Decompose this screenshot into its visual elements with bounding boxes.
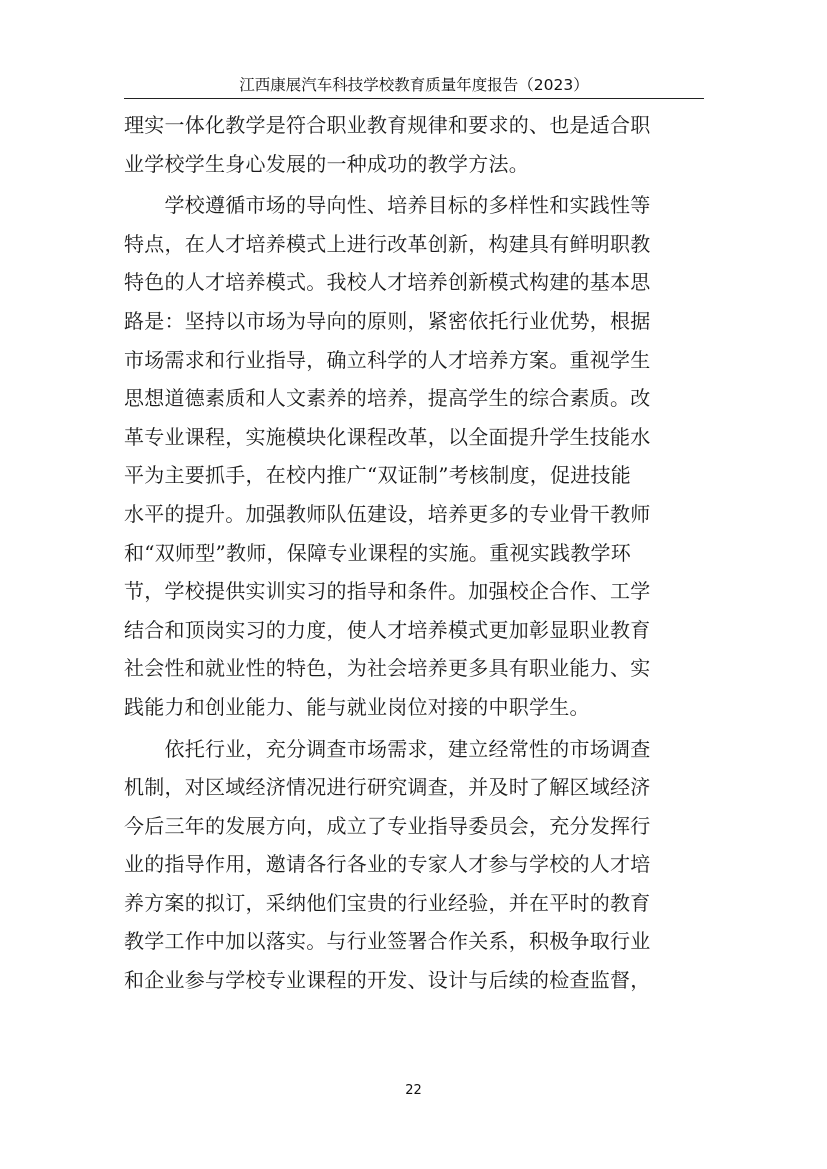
- text-line: 结合和顶岗实习的力度，使人才培养模式更加彰显职业教育: [124, 617, 651, 642]
- text-line: 和企业参与学校专业课程的开发、设计与后续的检查监督，: [124, 968, 651, 993]
- text-line: 今后三年的发展方向，成立了专业指导委员会，充分发挥行: [124, 813, 651, 838]
- report-title: 江西康展汽车科技学校教育质量年度报告（2023）: [239, 76, 589, 94]
- text-line: 节，学校提供实训实习的指导和条件。加强校企合作、工学: [124, 579, 651, 604]
- text-line: 教学工作中加以落实。与行业签署合作关系，积极争取行业: [124, 929, 651, 954]
- text-line: 特色的人才培养模式。我校人才培养创新模式构建的基本思: [124, 270, 651, 295]
- text-line: 市场需求和行业指导，确立科学的人才培养方案。重视学生: [124, 347, 651, 372]
- text-line: 依托行业，充分调查市场需求，建立经常性的市场调查: [124, 736, 651, 761]
- page-number: 22: [405, 1083, 422, 1098]
- document-body: [124, 106, 706, 1000]
- text-line: 养方案的拟订，采纳他们宝贵的行业经验，并在平时的教育: [124, 890, 651, 915]
- text-line: 理实一体化教学是符合职业教育规律和要求的、也是适合职: [124, 113, 651, 137]
- text-line: 社会性和就业性的特色，为社会培养更多具有职业能力、实: [124, 656, 651, 681]
- text-line: 革专业课程，实施模块化课程改革，以全面提升学生技能水: [124, 424, 651, 449]
- text-line: 平为主要抓手，在校内推广“双证制”考核制度，促进技能: [124, 463, 631, 488]
- text-line: 路是：坚持以市场为导向的原则，紧密依托行业优势，根据: [124, 308, 651, 333]
- text-line: 特点，在人才培养模式上进行改革创新，构建具有鲜明职教: [124, 231, 651, 256]
- text-line: 学校遵循市场的导向性、培养目标的多样性和实践性等: [124, 193, 651, 218]
- text-line: 思想道德素质和人文素养的培养，提高学生的综合素质。改: [124, 386, 651, 411]
- text-line: 业的指导作用，邀请各行各业的专家人才参与学校的人才培: [124, 852, 651, 877]
- text-line: 践能力和创业能力、能与就业岗位对接的中职学生。: [124, 694, 590, 719]
- text-line: 和“双师型”教师，保障专业课程的实施。重视实践教学环: [124, 540, 631, 565]
- text-line: 机制，对区域经济情况进行研究调查，并及时了解区域经济: [124, 775, 651, 800]
- text-line: 水平的提升。加强教师队伍建设，培养更多的专业骨干教师: [124, 501, 651, 526]
- page-header: [124, 74, 704, 99]
- text-line: 业学校学生身心发展的一种成功的教学方法。: [124, 151, 529, 176]
